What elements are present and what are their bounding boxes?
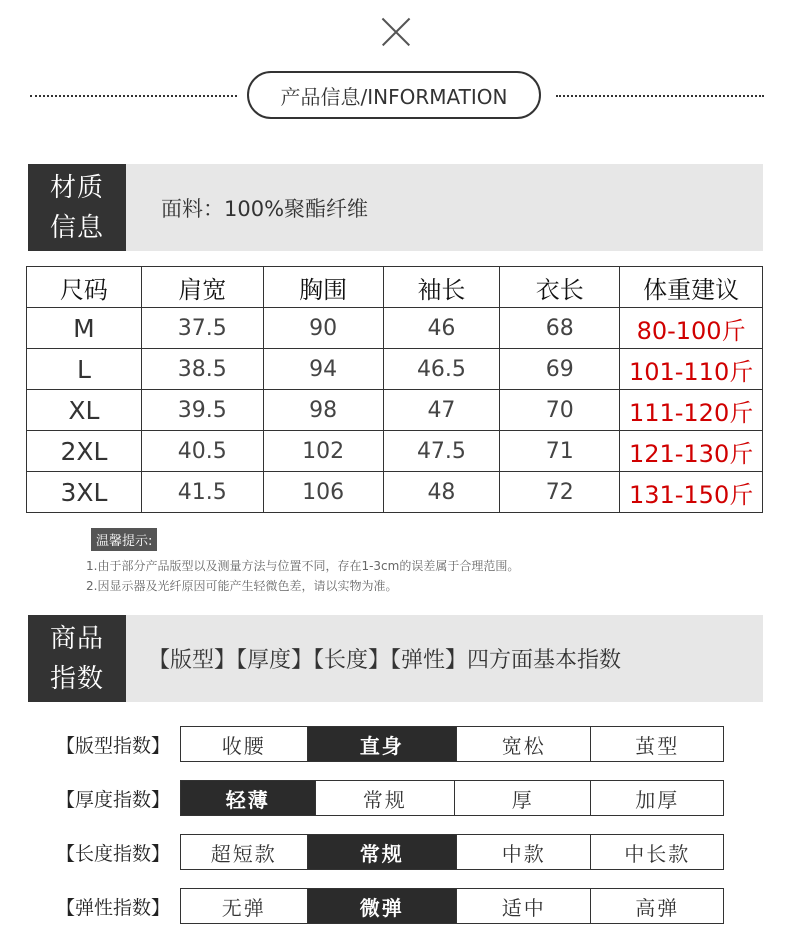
length-index-label: 【长度指数】	[55, 842, 170, 865]
cell-sleeve: 47	[383, 390, 500, 431]
header-chest: 胸围	[263, 267, 383, 308]
length-option: 超短款	[181, 835, 308, 869]
tips-label: 温馨提示:	[91, 528, 157, 551]
cell-length: 68	[500, 308, 620, 349]
length-option: 中款	[457, 835, 592, 869]
header-sleeve: 袖长	[383, 267, 500, 308]
header-shoulder: 肩宽	[141, 267, 263, 308]
table-row	[27, 308, 763, 349]
fit-option: 宽松	[457, 727, 592, 761]
cell-chest: 98	[263, 390, 383, 431]
dotted-divider-right	[556, 95, 764, 97]
cell-size: L	[27, 349, 142, 390]
index-tag	[28, 615, 126, 702]
cell-weight: 101-110斤	[620, 349, 763, 390]
elasticity-option: 无弹	[181, 889, 308, 923]
table-row	[27, 431, 763, 472]
cell-sleeve: 47.5	[383, 431, 500, 472]
dotted-divider-left	[30, 95, 237, 97]
section-title-pill	[247, 71, 541, 119]
size-table-header-row	[27, 267, 763, 308]
thickness-option: 常规	[316, 781, 455, 815]
cell-length: 71	[500, 431, 620, 472]
cell-size: 3XL	[27, 472, 142, 513]
cell-chest: 102	[263, 431, 383, 472]
cell-sleeve: 46.5	[383, 349, 500, 390]
cell-sleeve: 48	[383, 472, 500, 513]
material-band	[28, 164, 763, 251]
thickness-option: 加厚	[635, 787, 680, 812]
close-icon[interactable]	[376, 12, 416, 52]
cell-length: 69	[500, 349, 620, 390]
elasticity-option-selected: 微弹	[308, 889, 457, 923]
cell-shoulder: 37.5	[141, 308, 263, 349]
size-table	[26, 266, 763, 513]
fit-option-selected: 直身	[308, 727, 457, 761]
cell-size: XL	[27, 390, 142, 431]
length-option: 中长款	[624, 841, 691, 866]
section-title: 产品信息/INFORMATION	[280, 84, 508, 109]
table-row	[27, 349, 763, 390]
fit-index-label: 【版型指数】	[55, 734, 170, 757]
elasticity-option: 高弹	[635, 895, 680, 920]
tip-line-1: 1.由于部分产品版型以及测量方法与位置不同，存在1-3cm的误差属于合理范围。	[86, 559, 520, 573]
thickness-index-options	[180, 780, 724, 816]
elasticity-index-label: 【弹性指数】	[55, 896, 170, 919]
fit-option: 收腰	[181, 727, 308, 761]
cell-sleeve: 46	[383, 308, 500, 349]
index-description: 【版型】【厚度】【长度】【弹性】四方面基本指数	[148, 648, 622, 673]
cell-chest: 94	[263, 349, 383, 390]
cell-shoulder: 40.5	[141, 431, 263, 472]
cell-shoulder: 41.5	[141, 472, 263, 513]
cell-chest: 90	[263, 308, 383, 349]
length-option-selected: 常规	[308, 835, 457, 869]
cell-size: M	[27, 308, 142, 349]
cell-weight: 80-100斤	[620, 308, 763, 349]
table-row	[27, 390, 763, 431]
cell-weight: 121-130斤	[620, 431, 763, 472]
elasticity-index-options	[180, 888, 724, 924]
header-size: 尺码	[27, 267, 142, 308]
tip-line-2: 2.因显示器及光纤原因可能产生轻微色差，请以实物为准。	[86, 579, 398, 593]
thickness-option-selected: 轻薄	[181, 781, 316, 815]
cell-weight: 111-120斤	[620, 390, 763, 431]
index-tag-line1: 商品	[49, 623, 104, 654]
fit-option: 茧型	[635, 733, 680, 758]
index-band	[28, 615, 763, 702]
header-length: 衣长	[500, 267, 620, 308]
thickness-option: 厚	[455, 781, 592, 815]
cell-size: 2XL	[27, 431, 142, 472]
fabric-text: 面料：100%聚酯纤维	[161, 196, 369, 221]
material-tag	[28, 164, 126, 251]
material-tag-line2: 信息	[49, 212, 104, 243]
elasticity-option: 适中	[457, 889, 592, 923]
material-tag-line1: 材质	[49, 172, 104, 203]
cell-weight: 131-150斤	[620, 472, 763, 513]
index-tag-line2: 指数	[49, 663, 104, 694]
length-index-options	[180, 834, 724, 870]
fit-index-options	[180, 726, 724, 762]
cell-shoulder: 38.5	[141, 349, 263, 390]
header-weight: 体重建议	[620, 267, 763, 308]
cell-chest: 106	[263, 472, 383, 513]
cell-length: 72	[500, 472, 620, 513]
cell-shoulder: 39.5	[141, 390, 263, 431]
thickness-index-label: 【厚度指数】	[55, 788, 170, 811]
cell-length: 70	[500, 390, 620, 431]
table-row	[27, 472, 763, 513]
